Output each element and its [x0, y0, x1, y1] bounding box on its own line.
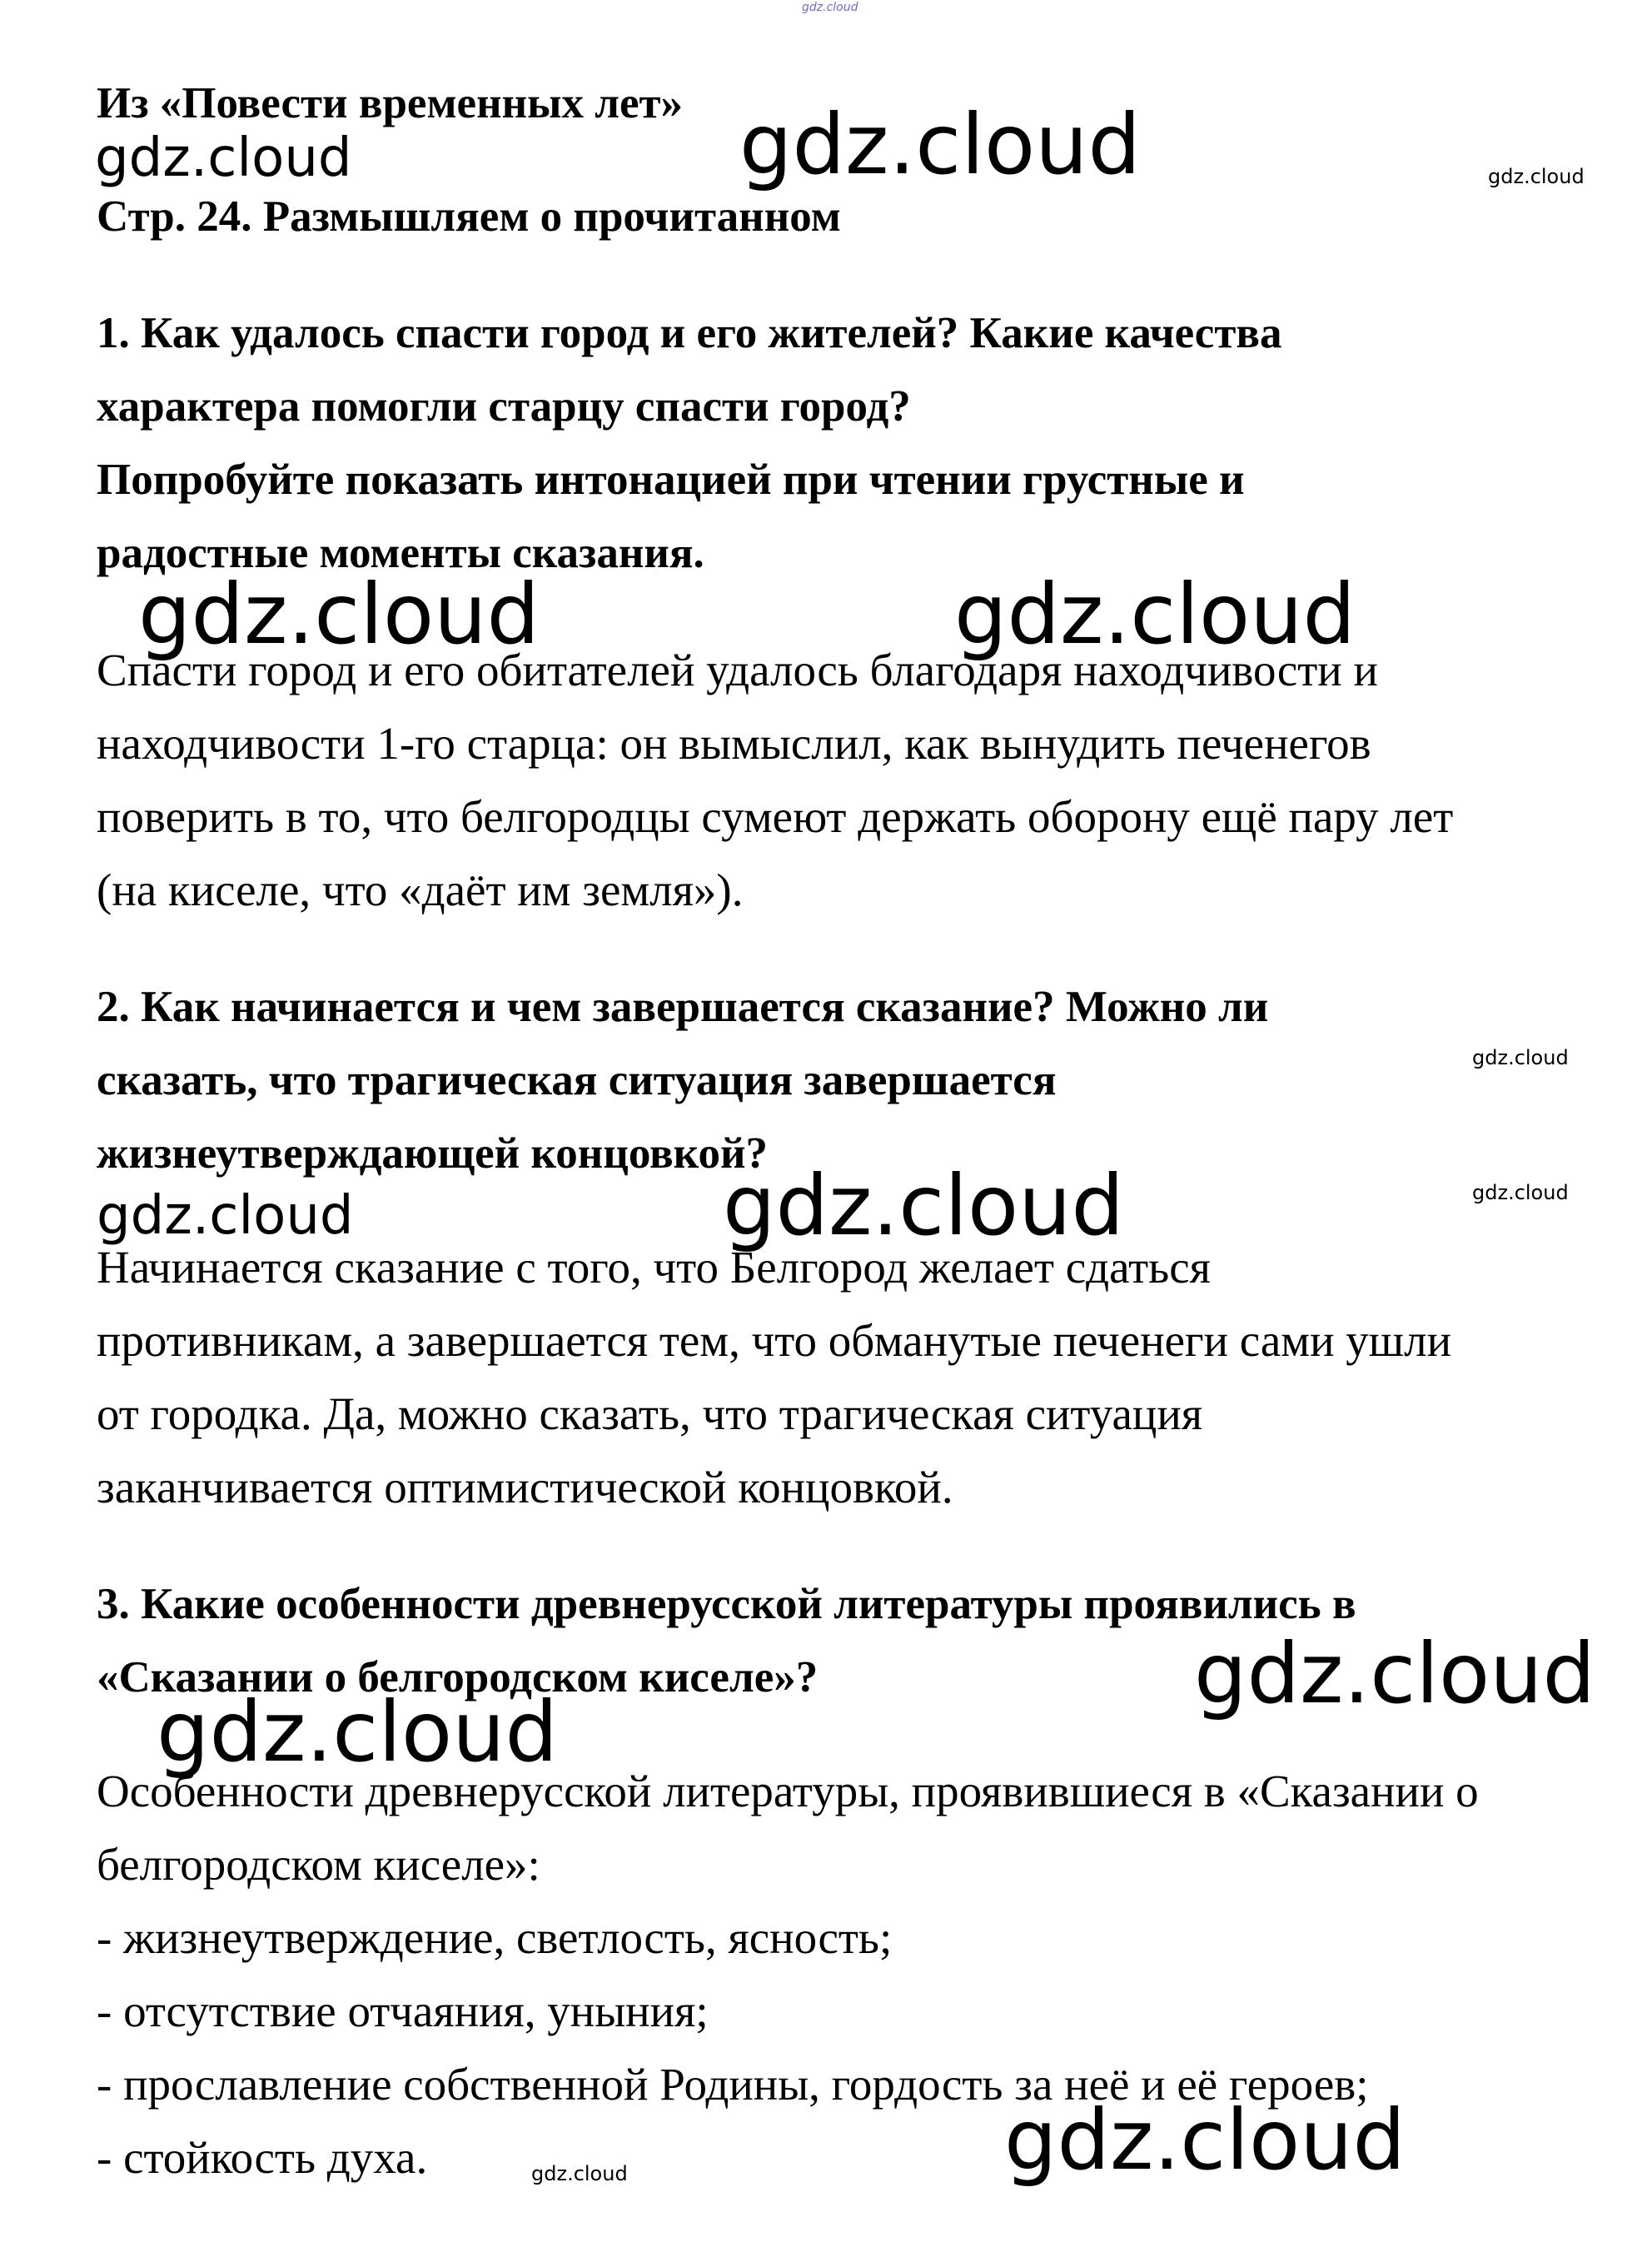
answer-1-line-3: поверить в то, что белгородцы сумеют держать оборону ещё пару лет	[97, 791, 1454, 842]
answer-3-bullet-1: - жизнеутверждение, светлость, ясность;	[97, 1912, 893, 1963]
question-1-line-2: характера помогли старцу спасти город?	[97, 382, 911, 431]
section-title: Из «Повести временных лет»	[97, 79, 684, 127]
watermark: gdz.cloud	[531, 2162, 628, 2185]
answer-2-line-1: Начинается сказание с того, что Белгород желает сдаться	[97, 1242, 1211, 1293]
watermark: gdz.cloud	[954, 565, 1356, 663]
answer-3-bullet-2: - отсутствие отчаяния, уныния;	[97, 1985, 709, 2036]
question-1-line-3: Попробуйте показать интонацией при чтении грустные и	[97, 456, 1245, 504]
watermark: gdz.cloud	[157, 1683, 559, 1781]
watermark: gdz.cloud	[1472, 1046, 1569, 1069]
answer-3-bullet-3: - прославление собственной Родины, гордость за неё и её героев;	[97, 2059, 1369, 2110]
watermark: gdz.cloud	[1194, 1625, 1596, 1722]
answer-3-line-1: Особенности древнерусской литературы, проявившиеся в «Сказании о	[97, 1766, 1479, 1816]
question-1-line-4: радостные моменты сказания.	[97, 529, 704, 577]
watermark: gdz.cloud	[138, 565, 540, 663]
answer-1-line-4: (на киселе, что «даёт им земля»).	[97, 864, 744, 915]
question-2-line-2: сказать, что трагическая ситуация завершается	[97, 1056, 1057, 1104]
answer-3-bullet-4: - стойкость духа.	[97, 2132, 428, 2183]
question-1-line-1: 1. Как удалось спасти город и его жителей? Какие качества	[97, 309, 1282, 357]
watermark: gdz.cloud	[723, 1157, 1125, 1254]
answer-2-line-3: от городка. Да, можно сказать, что трагическая ситуация	[97, 1388, 1203, 1439]
question-3-line-1: 3. Какие особенности древнерусской литературы проявились в	[97, 1580, 1356, 1628]
question-3-line-2: «Сказании о белгородском киселе»?	[97, 1653, 819, 1701]
question-2-line-1: 2. Как начинается и чем завершается сказание? Можно ли	[97, 983, 1269, 1031]
question-2-line-3: жизнеутверждающей концовкой?	[97, 1129, 769, 1178]
answer-2-line-2: противникам, а завершается тем, что обманутые печенеги сами ушли	[97, 1315, 1452, 1366]
watermark: gdz.cloud	[739, 96, 1142, 193]
watermark: gdz.cloud	[95, 127, 352, 189]
watermark: gdz.cloud	[1472, 1181, 1569, 1204]
page-title: Стр. 24. Размышляем о прочитанном	[97, 192, 841, 241]
watermark: gdz.cloud	[1004, 2091, 1406, 2189]
answer-1-line-1: Спасти город и его обитателей удалось благодаря находчивости и	[97, 645, 1378, 695]
answer-3-line-2: белгородском киселе»:	[97, 1839, 540, 1890]
watermark: gdz.cloud	[97, 1185, 354, 1247]
watermark-top: gdz.cloud	[802, 1, 858, 14]
answer-1-line-2: находчивости 1-го старца: он вымыслил, как вынудить печенегов	[97, 718, 1371, 769]
watermark: gdz.cloud	[1488, 165, 1585, 188]
answer-2-line-4: заканчивается оптимистической концовкой.	[97, 1462, 953, 1512]
